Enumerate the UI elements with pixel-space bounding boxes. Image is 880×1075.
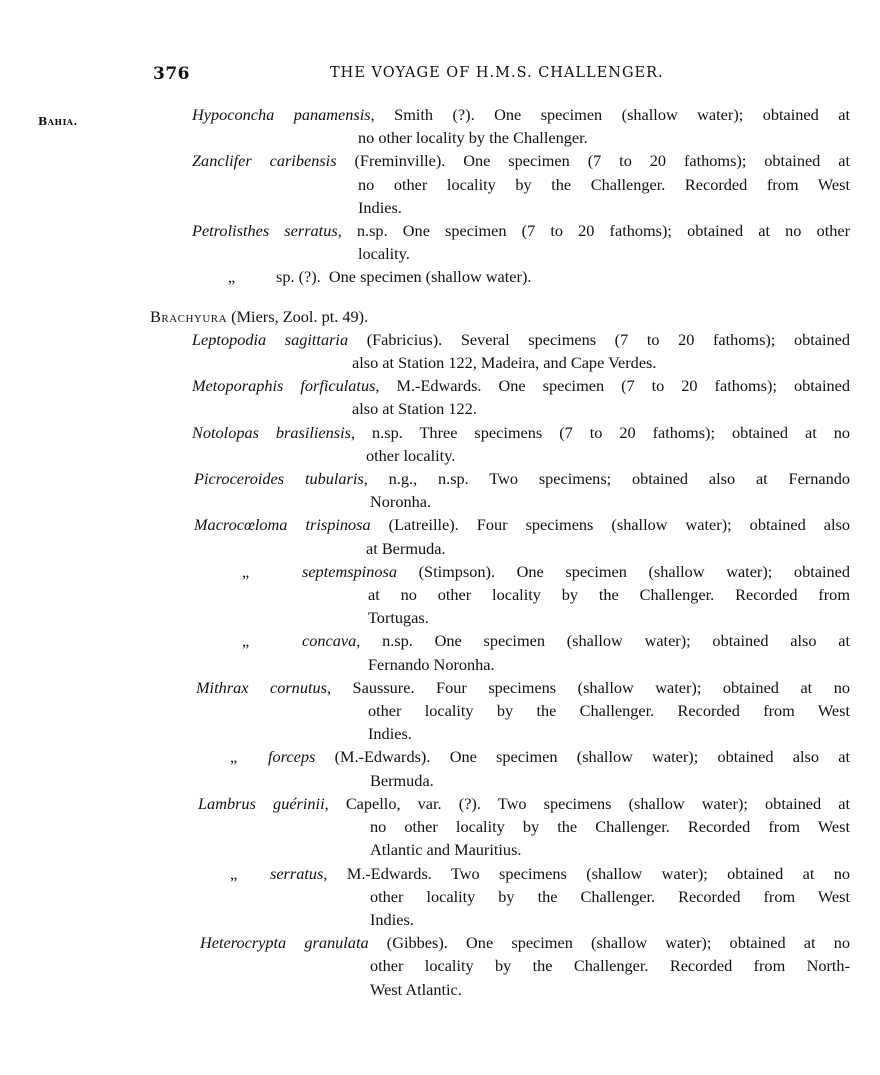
entry-description: One specimen (shallow water); obtained	[516, 561, 850, 581]
species-name: septemspinosa	[302, 561, 397, 581]
species-authority: sp. (?).	[276, 267, 321, 287]
species-entry	[150, 328, 850, 374]
entry-continuation: Indies.	[358, 197, 402, 217]
entry-first-line	[192, 219, 850, 242]
entry-description: One specimen (shallow water); obtained also at	[434, 631, 850, 651]
species-authority: , n.g., n.sp.	[363, 469, 469, 489]
ditto-mark: „	[228, 267, 236, 287]
species-entry	[150, 629, 850, 675]
entry-continuation: Noronha.	[370, 492, 432, 512]
entry-continuation: Indies.	[370, 909, 414, 929]
species-authority: (Latreille).	[370, 515, 459, 535]
entry-continuation: also at Station 122.	[352, 399, 477, 419]
entry-first-line	[228, 265, 850, 288]
species-entry	[150, 421, 850, 467]
species-list	[150, 103, 850, 1001]
species-entry	[150, 792, 850, 862]
species-name: Lambrus guérinii	[198, 793, 325, 813]
entry-continuation: also at Station 122, Madeira, and Cape Verdes.	[352, 353, 657, 373]
entry-first-line	[196, 676, 850, 699]
species-authority: , M.-Edwards.	[375, 376, 482, 396]
entry-continuation: at Bermuda.	[366, 538, 446, 558]
entry-continuation: no other locality by the Challenger. Recorded from West	[370, 817, 850, 837]
entry-first-line	[230, 745, 850, 768]
entry-continuation: other locality.	[366, 445, 456, 465]
entry-description: Two specimens (shallow water); obtained at	[497, 793, 850, 813]
entry-first-line	[192, 103, 850, 126]
species-authority: (Stimpson).	[396, 561, 496, 581]
entry-first-line	[200, 931, 850, 954]
species-name: Macrocœloma trispinosa	[194, 515, 371, 535]
ditto-mark: „	[230, 863, 238, 883]
entry-first-line	[194, 513, 850, 536]
entry-continuation: Fernando Noronha.	[368, 654, 495, 674]
entry-continuation: Bermuda.	[370, 770, 434, 790]
species-name: concava	[302, 631, 357, 651]
species-name: Petrolisthes serratus	[192, 221, 338, 241]
entry-description: One specimen (shallow water); obtained at	[494, 105, 850, 124]
species-authority: , M.-Edwards.	[323, 863, 432, 883]
species-entry	[150, 560, 850, 630]
species-entry	[150, 862, 850, 932]
species-authority: , Smith (?).	[370, 105, 475, 124]
entry-continuation: other locality by the Challenger. Recorded from West	[368, 701, 850, 721]
species-authority: (Fabricius).	[348, 329, 443, 349]
entry-first-line	[192, 328, 850, 351]
entry-first-line	[198, 792, 850, 815]
entry-description: One specimen (7 to 20 fathoms); obtained at no other	[402, 221, 851, 241]
entry-description: Two specimens (shallow water); obtained at no	[450, 863, 851, 883]
entry-first-line	[242, 560, 850, 583]
species-name: Heterocrypta granulata	[200, 933, 369, 953]
entry-description: One specimen (shallow water); obtained also at	[449, 747, 850, 767]
entry-continuation: other locality by the Challenger. Recorded from West	[370, 886, 850, 906]
species-authority: (Freminville).	[336, 151, 446, 171]
entry-continuation: Atlantic and Mauritius.	[370, 840, 522, 860]
page-number: 376	[153, 64, 190, 84]
entry-description: Three specimens (7 to 20 fathoms); obtained at no	[419, 422, 850, 442]
species-name: Mithrax cornutus	[196, 677, 327, 697]
species-entry	[150, 265, 850, 288]
entry-first-line	[194, 467, 850, 490]
species-name: Leptopodia sagittaria	[192, 329, 349, 349]
entry-continuation: Indies.	[368, 724, 412, 744]
species-entry	[150, 931, 850, 1001]
species-name: Zanclifer caribensis	[192, 151, 337, 171]
entry-description: One specimen (shallow water); obtained at no	[466, 933, 851, 953]
species-entry	[150, 745, 850, 791]
entry-first-line	[242, 629, 850, 652]
entry-continuation: West Atlantic.	[370, 979, 462, 999]
entry-continuation: no other locality by the Challenger.	[358, 128, 588, 148]
species-authority: , Capello, var. (?).	[324, 793, 481, 813]
entry-continuation: Tortugas.	[368, 608, 429, 628]
species-entry	[150, 149, 850, 219]
species-entry	[150, 467, 850, 513]
species-authority: , Saussure.	[326, 677, 415, 697]
species-authority: (M.-Edwards).	[315, 747, 431, 767]
ditto-mark: „	[230, 747, 238, 767]
species-entry	[150, 676, 850, 746]
entry-continuation: locality.	[358, 244, 410, 264]
species-entry	[150, 103, 850, 149]
entry-description: Two specimens; obtained also at Fernando	[489, 469, 851, 489]
entry-description: Several specimens (7 to 20 fathoms); obtained	[460, 329, 851, 349]
margin-note-locality: Bahia.	[38, 115, 78, 128]
ditto-mark: „	[242, 631, 250, 651]
entry-first-line	[192, 374, 850, 397]
entry-first-line	[192, 149, 850, 172]
entry-description: One specimen (7 to 20 fathoms); obtained at	[463, 151, 850, 171]
species-entry	[150, 513, 850, 559]
species-name: Metoporaphis forficulatus	[192, 376, 376, 396]
section-heading-name: Brachyura	[150, 306, 228, 326]
section-reference: (Miers, Zool. pt. 49).	[227, 306, 369, 326]
species-name: Picroceroides tubularis	[194, 469, 364, 489]
species-name: Notolopas brasiliensis	[192, 422, 351, 442]
species-name: serratus	[270, 863, 324, 883]
entry-description: Four specimens (shallow water); obtained also	[476, 515, 851, 535]
species-name: Hypoconcha panamensis	[192, 105, 371, 124]
species-entry	[150, 219, 850, 265]
entry-description: Four specimens (shallow water); obtained at no	[436, 677, 851, 697]
species-authority: , n.sp.	[351, 422, 403, 442]
entry-continuation: other locality by the Challenger. Recorded from North-	[370, 956, 850, 976]
entry-first-line	[192, 421, 850, 444]
entry-description: One specimen (7 to 20 fathoms); obtained	[498, 376, 851, 396]
species-authority: (Gibbes).	[368, 933, 448, 953]
entry-continuation: at no other locality by the Challenger. Recorded from	[368, 585, 850, 605]
species-authority: , n.sp.	[356, 631, 413, 651]
species-authority: , n.sp.	[337, 221, 388, 241]
running-title: THE VOYAGE OF H.M.S. CHALLENGER.	[330, 65, 664, 81]
section-heading	[150, 305, 850, 328]
species-entry	[150, 374, 850, 420]
entry-description: One specimen (shallow water).	[328, 267, 532, 287]
ditto-mark: „	[242, 561, 250, 581]
entry-continuation: no other locality by the Challenger. Recorded from West	[358, 174, 850, 194]
species-name: forceps	[268, 747, 316, 767]
entry-first-line	[230, 862, 850, 885]
